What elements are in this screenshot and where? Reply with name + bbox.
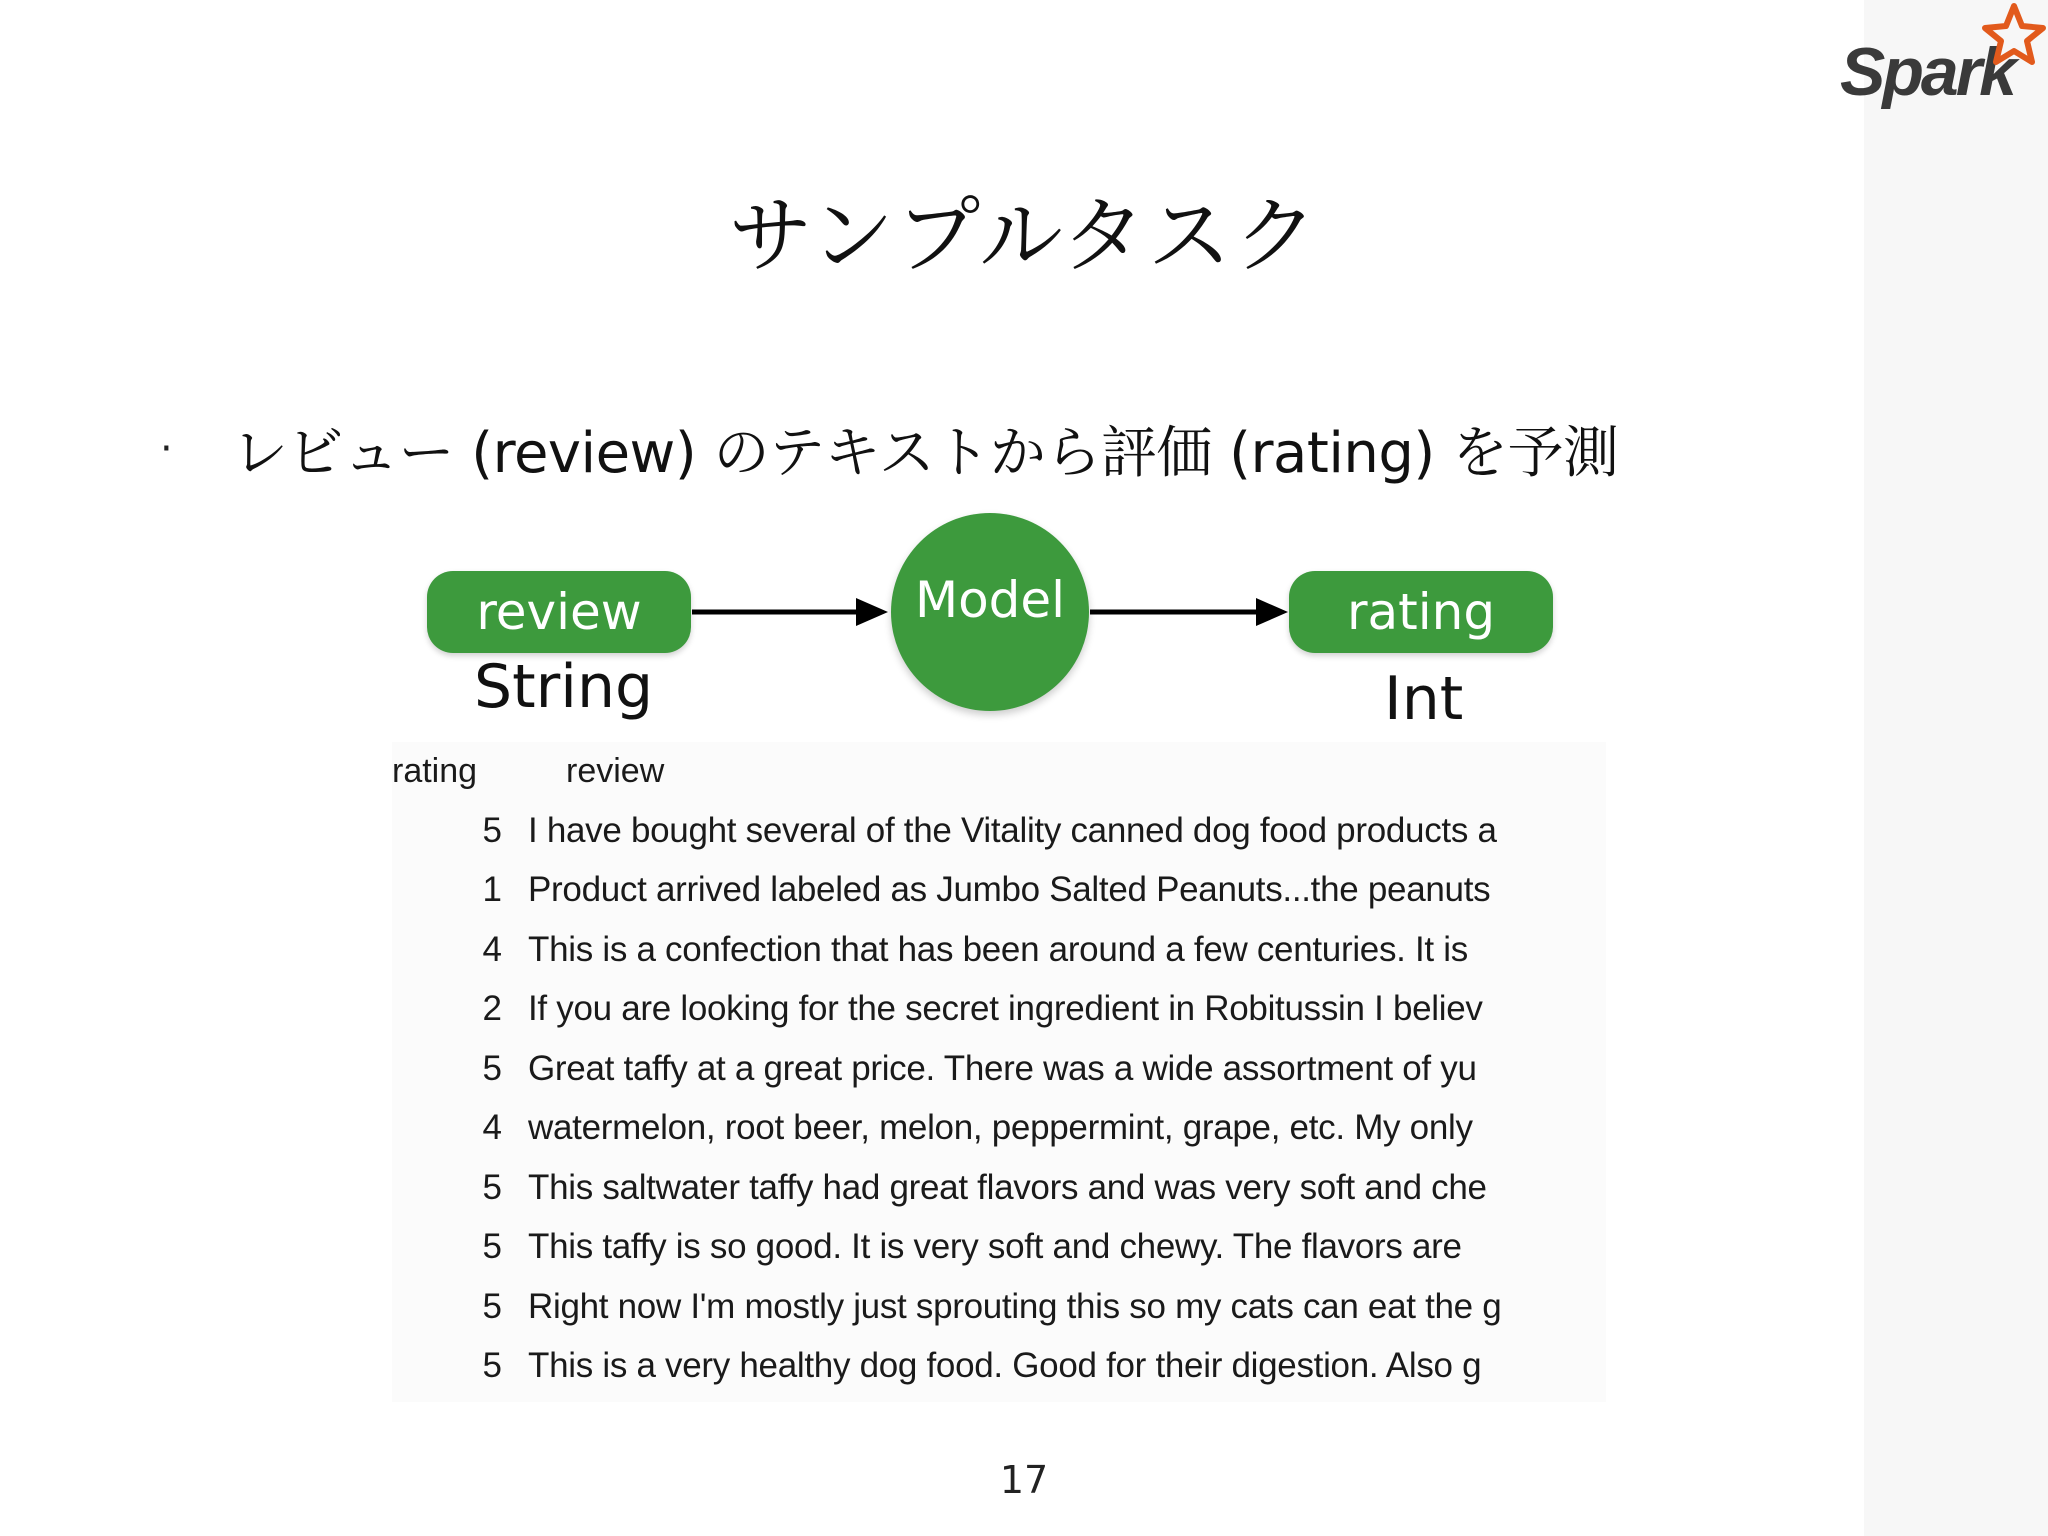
review-cell: Product arrived labeled as Jumbo Salted Peanuts...the peanuts xyxy=(528,870,1491,910)
table-row xyxy=(392,920,1606,980)
output-type-label: Int xyxy=(1384,664,1464,734)
rating-cell: 4 xyxy=(482,929,502,969)
rating-cell: 5 xyxy=(482,1346,502,1386)
column-header-review: review xyxy=(566,752,665,790)
rating-cell: 5 xyxy=(482,810,502,850)
rating-node xyxy=(1289,571,1553,653)
arrow-model-to-rating xyxy=(1090,598,1288,626)
model-node-label: Model xyxy=(914,571,1066,629)
table-row xyxy=(392,801,1606,861)
rating-cell: 5 xyxy=(482,1286,502,1326)
page-number: 17 xyxy=(999,1458,1049,1502)
review-cell: This taffy is so good. It is very soft and chewy. The flavors are xyxy=(528,1227,1462,1267)
review-cell: watermelon, root beer, melon, peppermint, grape, etc. My only xyxy=(528,1108,1473,1148)
model-flow-diagram xyxy=(0,0,2048,760)
slide-title: サンプルタスク xyxy=(728,187,1320,285)
table-body xyxy=(392,801,1606,1396)
model-node xyxy=(891,513,1089,711)
review-cell: If you are looking for the secret ingredient in Robitussin I believ xyxy=(528,989,1483,1029)
table-row xyxy=(392,980,1606,1040)
rating-cell: 4 xyxy=(482,1108,502,1148)
table-row xyxy=(392,1337,1606,1397)
review-cell: I have bought several of the Vitality canned dog food products a xyxy=(528,810,1497,850)
review-cell: Great taffy at a great price. There was a wide assortment of yu xyxy=(528,1048,1477,1088)
rating-node-label: rating xyxy=(1346,583,1496,641)
review-node-label: review xyxy=(476,583,642,641)
review-node xyxy=(427,571,691,653)
table-row xyxy=(392,1158,1606,1218)
review-cell: This is a very healthy dog food. Good for their digestion. Also g xyxy=(528,1346,1482,1386)
rating-cell: 5 xyxy=(482,1048,502,1088)
bullet-text: レビュー (review) のテキストから評価 (rating) を予測 xyxy=(232,421,1619,486)
input-type-label: String xyxy=(474,652,654,722)
table-row xyxy=(392,1277,1606,1337)
table-row xyxy=(392,1218,1606,1278)
arrow-review-to-model xyxy=(692,598,888,626)
column-header-rating: rating xyxy=(392,752,478,790)
review-cell: Right now I'm mostly just sprouting this so my cats can eat the g xyxy=(528,1286,1502,1326)
table-row xyxy=(392,1099,1606,1159)
rating-cell: 5 xyxy=(482,1227,502,1267)
rating-cell: 2 xyxy=(482,989,502,1029)
logo-wordmark: Spark xyxy=(1840,34,2014,110)
review-cell: This is a confection that has been around a few centuries. It is xyxy=(528,929,1468,969)
bullet-marker: · xyxy=(160,426,173,472)
table-row xyxy=(392,1039,1606,1099)
table-row xyxy=(392,861,1606,921)
rating-cell: 5 xyxy=(482,1167,502,1207)
review-data-table xyxy=(392,742,1606,1402)
review-cell: This saltwater taffy had great flavors and was very soft and che xyxy=(528,1167,1487,1207)
rating-cell: 1 xyxy=(482,870,502,910)
